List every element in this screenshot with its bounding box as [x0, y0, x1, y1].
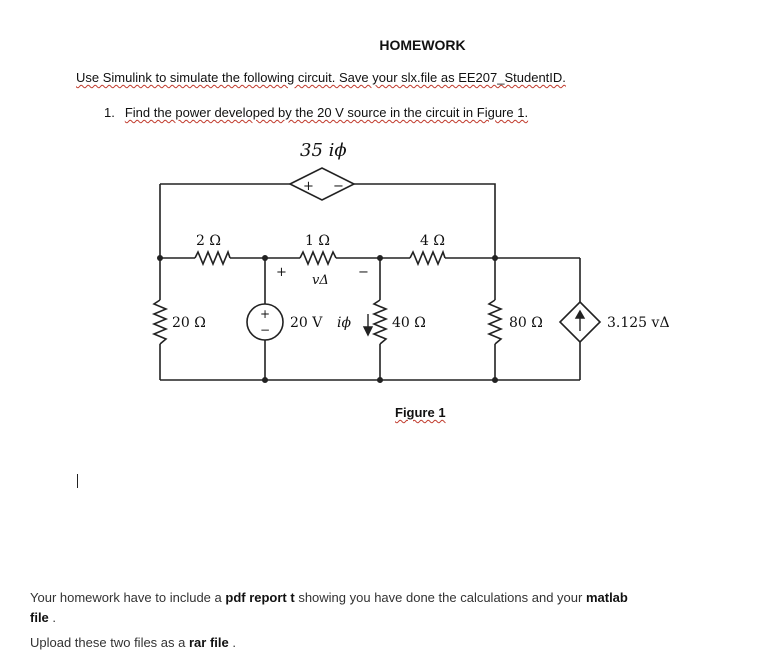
- node-dot: [377, 377, 383, 383]
- note-text: Your homework have to include a: [30, 590, 226, 605]
- label-dep-vsource: 35 iϕ: [300, 140, 347, 161]
- dependent-voltage-source: [290, 168, 354, 200]
- note-end: .: [48, 610, 57, 625]
- label-r40: 40 Ω: [392, 315, 426, 331]
- homework-note: [30, 588, 755, 628]
- note-file: file: [30, 610, 49, 625]
- upload-note: [30, 635, 236, 650]
- diamond-plus: +: [303, 179, 314, 194]
- resistor-1ohm: [300, 252, 336, 264]
- label-dep-isource: 3.125 vΔ: [607, 315, 670, 331]
- resistor-80ohm: [489, 300, 501, 344]
- resistor-20ohm: [154, 300, 166, 344]
- iphi-arrow-icon: [364, 327, 372, 335]
- vdelta-label: vΔ: [312, 273, 329, 288]
- resistor-4ohm: [410, 252, 445, 264]
- label-r20: 20 Ω: [172, 315, 206, 331]
- intro-text: Use Simulink to simulate the following circuit. Save your slx.file as EE207_StudentID.: [76, 70, 566, 85]
- node-dot: [262, 377, 268, 383]
- text-cursor: [77, 474, 78, 488]
- note-pdf-report: pdf report t: [225, 590, 295, 605]
- vdelta-plus: +: [276, 265, 287, 280]
- label-r2: 2 Ω: [196, 233, 221, 249]
- page-heading: HOMEWORK: [379, 37, 466, 53]
- diamond-minus: −: [333, 179, 344, 194]
- note-text: showing you have done the calculations and your: [294, 590, 586, 605]
- figure-caption: Figure 1: [395, 405, 446, 420]
- upload-text: Upload these two files as a: [30, 635, 189, 650]
- resistor-40ohm: [374, 300, 386, 344]
- note-matlab: matlab: [585, 590, 628, 605]
- source-plus: +: [260, 307, 271, 321]
- node-dot: [492, 255, 498, 261]
- node-dot: [492, 377, 498, 383]
- vdelta-minus: −: [358, 265, 369, 280]
- wire-top-left: [160, 184, 290, 258]
- label-source-20v: 20 V: [290, 315, 323, 331]
- task-text: Find the power developed by the 20 V source in the circuit in Figure 1.: [124, 105, 529, 120]
- source-minus: −: [260, 323, 271, 337]
- node-dot: [262, 255, 268, 261]
- resistor-2ohm: [195, 252, 230, 264]
- node-dot: [377, 255, 383, 261]
- task-number: 1.: [104, 105, 115, 120]
- upload-rar-file: rar file: [188, 635, 229, 650]
- label-r4: 4 Ω: [420, 233, 445, 249]
- label-r80: 80 Ω: [509, 315, 543, 331]
- current-arrow-icon: [576, 311, 584, 318]
- label-iphi: iϕ: [337, 315, 352, 331]
- node-dot: [157, 255, 163, 261]
- label-r1: 1 Ω: [305, 233, 330, 249]
- upload-end: .: [228, 635, 236, 650]
